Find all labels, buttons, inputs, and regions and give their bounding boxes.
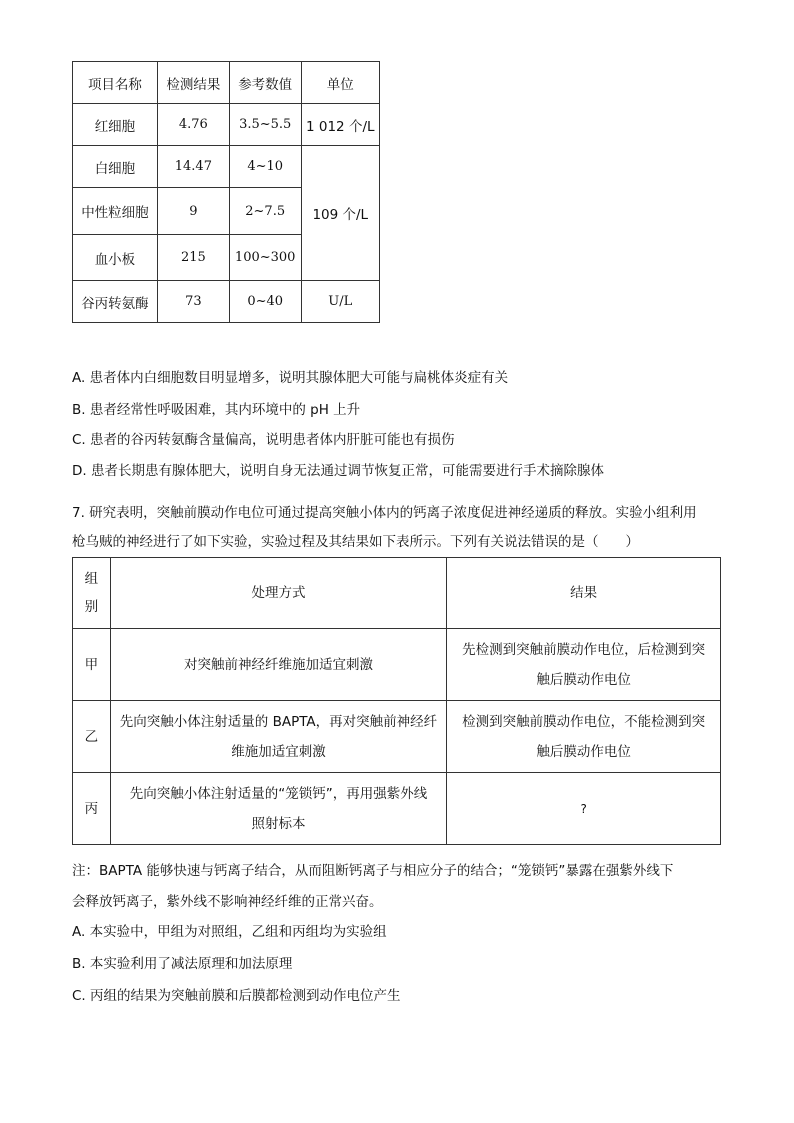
cell-method: 先向突触小体注射适量的“笼锁钙”，再用强紫外线照射标本 [129,785,428,832]
q7-option-c: C. 丙组的结果为突触前膜和后膜都检测到动作电位产生 [72,988,401,1004]
header-result: 结果 [447,558,721,629]
q7-stem-line1: 7. 研究表明，突触前膜动作电位可通过提高突触小体内的钙离子浓度促进神经递质的释放。实验小组利用 [72,505,697,521]
cell-item: 白细胞 [73,146,158,188]
cell-result: ? [447,773,721,845]
cell-group: 甲 [73,629,111,701]
cell-method: 先向突触小体注射适量的 BAPTA，再对突触前神经纤维施加适宜刺激 [119,713,438,760]
table-row [73,629,721,701]
cell-item: 红细胞 [73,104,158,146]
header-unit: 单位 [301,62,379,104]
table-row [73,773,721,845]
cell-group: 乙 [73,701,111,773]
cell-item: 谷丙转氨酶 [73,281,158,323]
cell-unit: 1 012 个/L [301,104,379,146]
cell-reference: 3.5~5.5 [229,104,301,146]
cell-item: 中性粒细胞 [73,188,158,235]
header-result: 检测结果 [157,62,229,104]
header-reference: 参考数值 [229,62,301,104]
header-method: 处理方式 [110,558,447,629]
cell-result: 检测到突触前膜动作电位，不能检测到突触后膜动作电位 [462,713,706,760]
table-row [73,104,380,146]
cell-result: 4.76 [157,104,229,146]
cell-unit: U/L [301,281,379,323]
q6-option-a: A. 患者体内白细胞数目明显增多，说明其腺体肥大可能与扁桃体炎症有关 [72,370,509,386]
blood-table-header [73,62,380,104]
cell-reference: 2~7.5 [229,188,301,235]
cell-item: 血小板 [73,235,158,281]
cell-method: 对突触前神经纤维施加适宜刺激 [183,656,373,673]
table-row [73,701,721,773]
q6-option-c: C. 患者的谷丙转氨酶含量偏高，说明患者体内肝脏可能也有损伤 [72,432,455,448]
experiment-table [72,557,721,845]
q6-option-d: D. 患者长期患有腺体肥大，说明自身无法通过调节恢复正常，可能需要进行手术摘除腺体 [72,463,604,479]
note-line1: 注：BAPTA 能够快速与钙离子结合，从而阻断钙离子与相应分子的结合；“笼锁钙”暴露在强紫外线下 [72,863,674,879]
cell-reference: 100~300 [229,235,301,281]
header-group: 组别 [84,570,99,615]
table-row [73,281,380,323]
cell-result: 14.47 [157,146,229,188]
q7-stem-line2: 枪乌贼的神经进行了如下实验，实验过程及其结果如下表所示。下列有关说法错误的是（ ） [72,534,639,550]
cell-unit-merged: 109 个/L [301,146,379,281]
cell-result: 73 [157,281,229,323]
q6-option-b: B. 患者经常性呼吸困难，其内环境中的 pH 上升 [72,402,361,418]
experiment-table-header [73,558,721,629]
cell-result: 215 [157,235,229,281]
cell-result: 先检测到突触前膜动作电位，后检测到突触后膜动作电位 [462,641,706,688]
q7-option-a: A. 本实验中，甲组为对照组，乙组和丙组均为实验组 [72,924,387,940]
cell-group: 丙 [73,773,111,845]
note-line2: 会释放钙离子，紫外线不影响神经纤维的正常兴奋。 [72,894,383,910]
blood-test-table [72,61,380,323]
cell-reference: 4~10 [229,146,301,188]
cell-result: 9 [157,188,229,235]
cell-reference: 0~40 [229,281,301,323]
header-item: 项目名称 [73,62,158,104]
table-row [73,146,380,188]
q7-option-b: B. 本实验利用了减法原理和加法原理 [72,956,293,972]
